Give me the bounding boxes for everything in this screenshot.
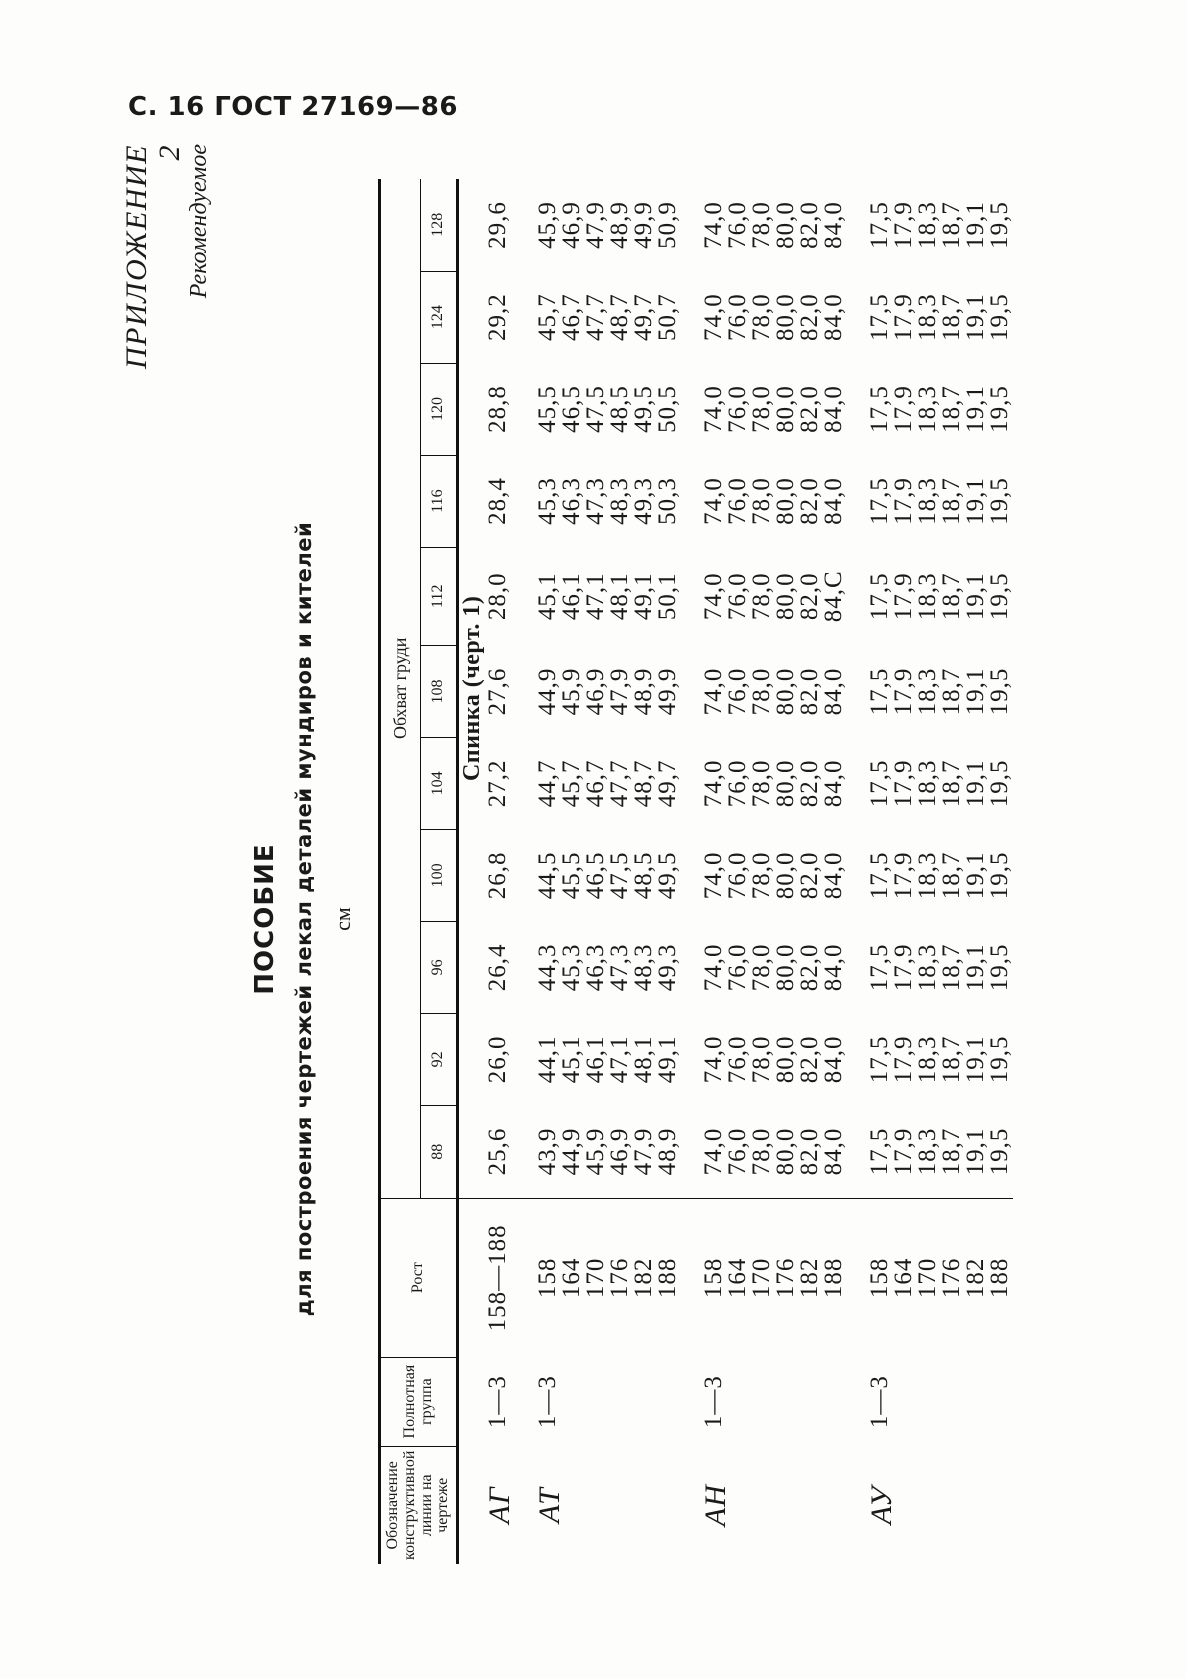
measurement-cell: 74,0 76,0 78,0 80,0 82,0 84,0 [700, 385, 848, 433]
appendix-block [120, 144, 212, 369]
chest-size-92: 92 [420, 1013, 458, 1105]
measurement-cell: 17,5 17,9 18,3 18,7 19,1 19,5 [866, 851, 1014, 900]
measurement-cell: 45,1 46,1 47,1 48,1 49,1 50,1 [534, 572, 682, 621]
fullness-group: 1—3 [700, 1375, 728, 1429]
measurement-cell: 43,9 44,9 45,9 46,9 47,9 48,9 [534, 1127, 682, 1176]
line-designation: АГ [483, 1486, 517, 1524]
height-values: 158—188 [485, 1198, 515, 1357]
measurement-cell: 17,5 17,9 18,3 18,7 19,1 19,5 [866, 759, 1014, 808]
section-title: Спинка (черт. 1) [459, 595, 486, 782]
measurement-cell: 17,5 17,9 18,3 18,7 19,1 19,5 [866, 572, 1014, 621]
measurement-cell: 17,5 17,9 18,3 18,7 19,1 19,5 [866, 201, 1014, 249]
row-gap [847, 179, 867, 1564]
appendix-note: Рекомендуемое [186, 144, 212, 299]
measurement-cell: 28,0 [484, 572, 512, 621]
document-subtitle: для построения чертежей лекал деталей мундиров и кителей [292, 521, 316, 1317]
chest-size-108: 108 [420, 645, 458, 737]
table-row [867, 179, 1013, 1564]
measurement-cell: 44,7 45,7 46,7 47,7 48,7 49,7 [534, 759, 682, 808]
chest-size-100: 100 [420, 829, 458, 921]
row-gap [515, 179, 535, 1564]
section-row [458, 179, 486, 1564]
chest-size-120: 120 [420, 363, 458, 455]
fullness-group: 1—3 [866, 1375, 894, 1429]
row-gap [681, 179, 701, 1564]
measurement-cell: 29,6 [484, 201, 512, 249]
fullness-group: 1—3 [484, 1375, 512, 1429]
measurement-cell: 28,4 [484, 477, 512, 525]
appendix-title: ПРИЛОЖЕНИЕ 2 [120, 144, 186, 369]
measurement-cell: 44,5 45,5 46,5 47,5 48,5 49,5 [534, 851, 682, 900]
measurement-cell: 17,5 17,9 18,3 18,7 19,1 19,5 [866, 943, 1014, 992]
measurement-cell: 26,8 [484, 851, 512, 900]
measurement-cell: 45,7 46,7 47,7 48,7 49,7 50,7 [534, 293, 682, 341]
measurement-cell: 74,0 76,0 78,0 80,0 82,0 84,0 [700, 943, 848, 992]
chest-size-112: 112 [420, 547, 458, 645]
header-chest-girth: Обхват груди [380, 179, 421, 1198]
table-row [701, 179, 847, 1564]
table-body [458, 179, 1014, 1564]
header-fullness-group: Полнотная группа [380, 1357, 458, 1446]
document-title: ПОСОБИЕ [250, 843, 280, 995]
measurement-cell: 25,6 [484, 1127, 512, 1176]
measurement-cell: 74,0 76,0 78,0 80,0 82,0 84,0 [700, 759, 848, 808]
measurement-cell: 44,1 45,1 46,1 47,1 48,1 49,1 [534, 1035, 682, 1084]
measurement-cell: 29,2 [484, 293, 512, 341]
measurement-cell: 74,0 76,0 78,0 80,0 82,0 84,0 [700, 293, 848, 341]
measurement-cell: 74,0 76,0 78,0 80,0 82,0 84,0 [700, 851, 848, 900]
line-designation: АУ [865, 1485, 899, 1525]
header-designation: Обозначение конструктивной линии на чертеже [380, 1446, 458, 1564]
chest-size-116: 116 [420, 455, 458, 547]
page-header: С. 16 ГОСТ 27169—86 [128, 92, 458, 122]
measurement-cell: 44,3 45,3 46,3 47,3 48,3 49,3 [534, 943, 682, 992]
unit-label: см [330, 907, 355, 931]
measurement-cell: 74,0 76,0 78,0 80,0 82,0 84,0 [700, 477, 848, 525]
table-row [485, 179, 515, 1564]
header-height: Рост [380, 1198, 458, 1357]
measurement-cell: 27,2 [484, 759, 512, 808]
measurement-cell: 74,0 76,0 78,0 80,0 82,0 84,С [700, 570, 848, 623]
measurement-cell: 27,6 [484, 667, 512, 716]
line-designation: АТ [533, 1487, 567, 1523]
measurement-cell: 17,5 17,9 18,3 18,7 19,1 19,5 [866, 1035, 1014, 1084]
measurement-cell: 26,0 [484, 1035, 512, 1084]
measurement-cell: 74,0 76,0 78,0 80,0 82,0 84,0 [700, 1127, 848, 1176]
measurement-cell: 17,5 17,9 18,3 18,7 19,1 19,5 [866, 1127, 1014, 1176]
measurement-cell: 45,3 46,3 47,3 48,3 49,3 50,3 [534, 477, 682, 525]
measurement-cell: 17,5 17,9 18,3 18,7 19,1 19,5 [866, 667, 1014, 716]
measurement-cell: 44,9 45,9 46,9 47,9 48,9 49,9 [534, 667, 682, 716]
measurement-cell: 74,0 76,0 78,0 80,0 82,0 84,0 [700, 667, 848, 716]
height-values: 158 164 170 176 182 188 [867, 1198, 1013, 1357]
chest-size-124: 124 [420, 271, 458, 363]
measurement-cell: 17,5 17,9 18,3 18,7 19,1 19,5 [866, 293, 1014, 341]
measurement-cell: 28,8 [484, 385, 512, 433]
chest-size-96: 96 [420, 921, 458, 1013]
measurement-cell: 45,9 46,9 47,9 48,9 49,9 50,9 [534, 201, 682, 249]
measurements-table [378, 179, 1013, 1564]
chest-size-104: 104 [420, 737, 458, 829]
fullness-group: 1—3 [534, 1375, 562, 1429]
measurement-cell: 74,0 76,0 78,0 80,0 82,0 84,0 [700, 1035, 848, 1084]
chest-size-128: 128 [420, 179, 458, 271]
height-values: 158 164 170 176 182 188 [701, 1198, 847, 1357]
height-values: 158 164 170 176 182 188 [535, 1198, 681, 1357]
measurement-cell: 74,0 76,0 78,0 80,0 82,0 84,0 [700, 201, 848, 249]
measurement-cell: 17,5 17,9 18,3 18,7 19,1 19,5 [866, 385, 1014, 433]
table-row [535, 179, 681, 1564]
measurement-cell: 17,5 17,9 18,3 18,7 19,1 19,5 [866, 477, 1014, 525]
rotated-page-content [120, 144, 1120, 1619]
measurement-cell: 45,5 46,5 47,5 48,5 49,5 50,5 [534, 385, 682, 433]
measurement-cell: 26,4 [484, 943, 512, 992]
chest-size-88: 88 [420, 1105, 458, 1198]
line-designation: АН [699, 1484, 733, 1527]
